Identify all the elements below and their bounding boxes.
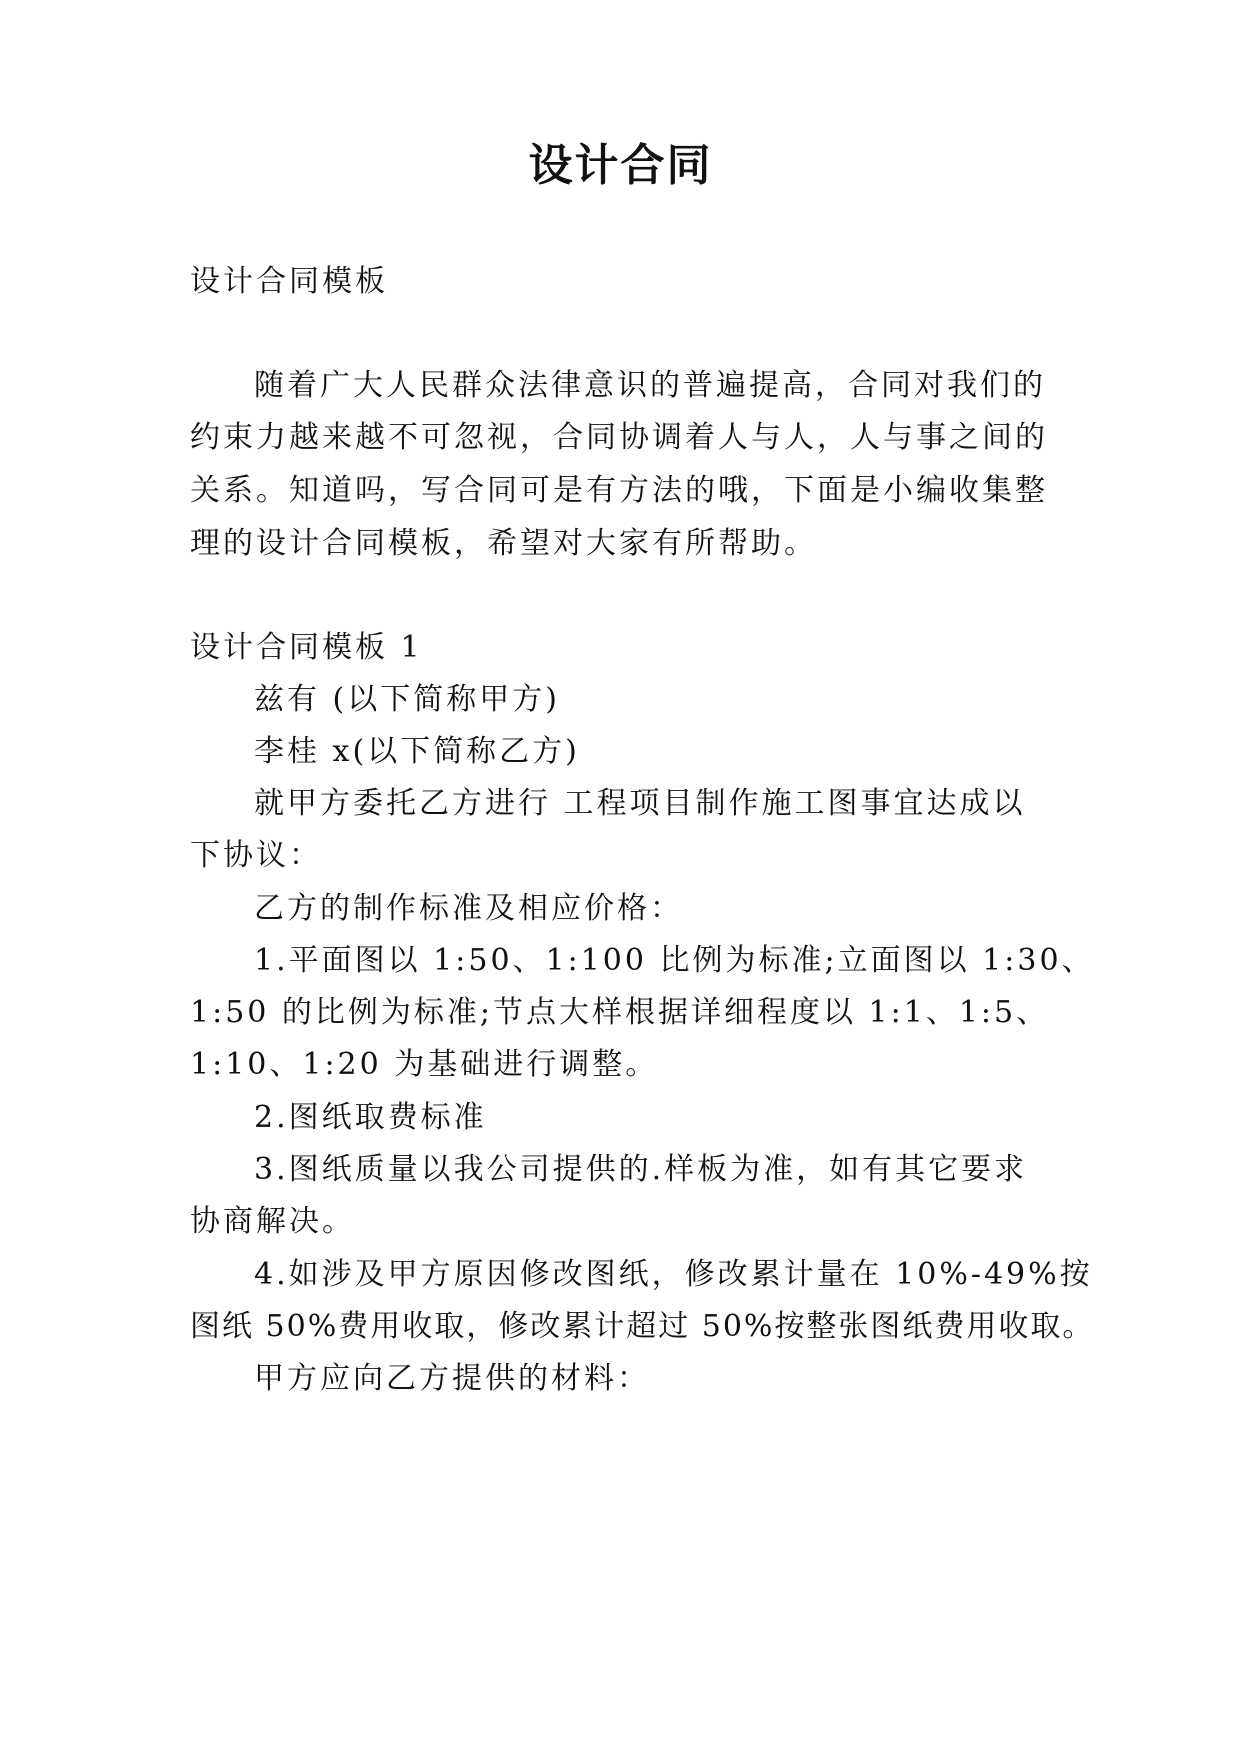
item1-line-2: 1:50 的比例为标准;节点大样根据详细程度以 1:1、1:5、: [190, 995, 1050, 1030]
agreement-line-1: 就甲方委托乙方进行 工程项目制作施工图事宜达成以: [254, 786, 1026, 821]
item1-line-1: 1.平面图以 1:50、1:100 比例为标准;立面图以 1:30、: [254, 943, 1095, 978]
item1-line-3: 1:10、1:20 为基础进行调整。: [190, 1047, 659, 1082]
agreement-line-2: 下协议：: [190, 838, 322, 873]
document-title: 设计合同: [528, 140, 713, 191]
item4-line-1: 4.如涉及甲方原因修改图纸，修改累计量在 10%-49%按: [254, 1257, 1093, 1292]
item2-line: 2.图纸取费标准: [254, 1100, 487, 1135]
item4-line-2: 图纸 50%费用收取，修改累计超过 50%按整张图纸费用收取。: [190, 1309, 1095, 1344]
intro-line-4: 理的设计合同模板，希望对大家有所帮助。: [190, 526, 817, 561]
intro-line-3: 关系。知道吗，写合同可是有方法的哦，下面是小编收集整: [190, 473, 1048, 508]
materials-heading: 甲方应向乙方提供的材料：: [254, 1361, 650, 1396]
item3-line-2: 协商解决。: [190, 1204, 355, 1239]
party-b-line: 李桂 x(以下简称乙方): [254, 734, 580, 769]
document-subtitle: 设计合同模板: [190, 264, 388, 299]
intro-line-2: 约束力越来越不可忽视，合同协调着人与人，人与事之间的: [190, 420, 1048, 455]
standards-heading: 乙方的制作标准及相应价格：: [254, 891, 683, 926]
intro-line-1: 随着广大人民群众法律意识的普遍提高，合同对我们的: [254, 368, 1046, 403]
section-title: 设计合同模板 1: [190, 630, 423, 665]
party-a-line: 兹有 (以下简称甲方): [254, 682, 560, 717]
item3-line-1: 3.图纸质量以我公司提供的.样板为准，如有其它要求: [254, 1152, 1028, 1187]
